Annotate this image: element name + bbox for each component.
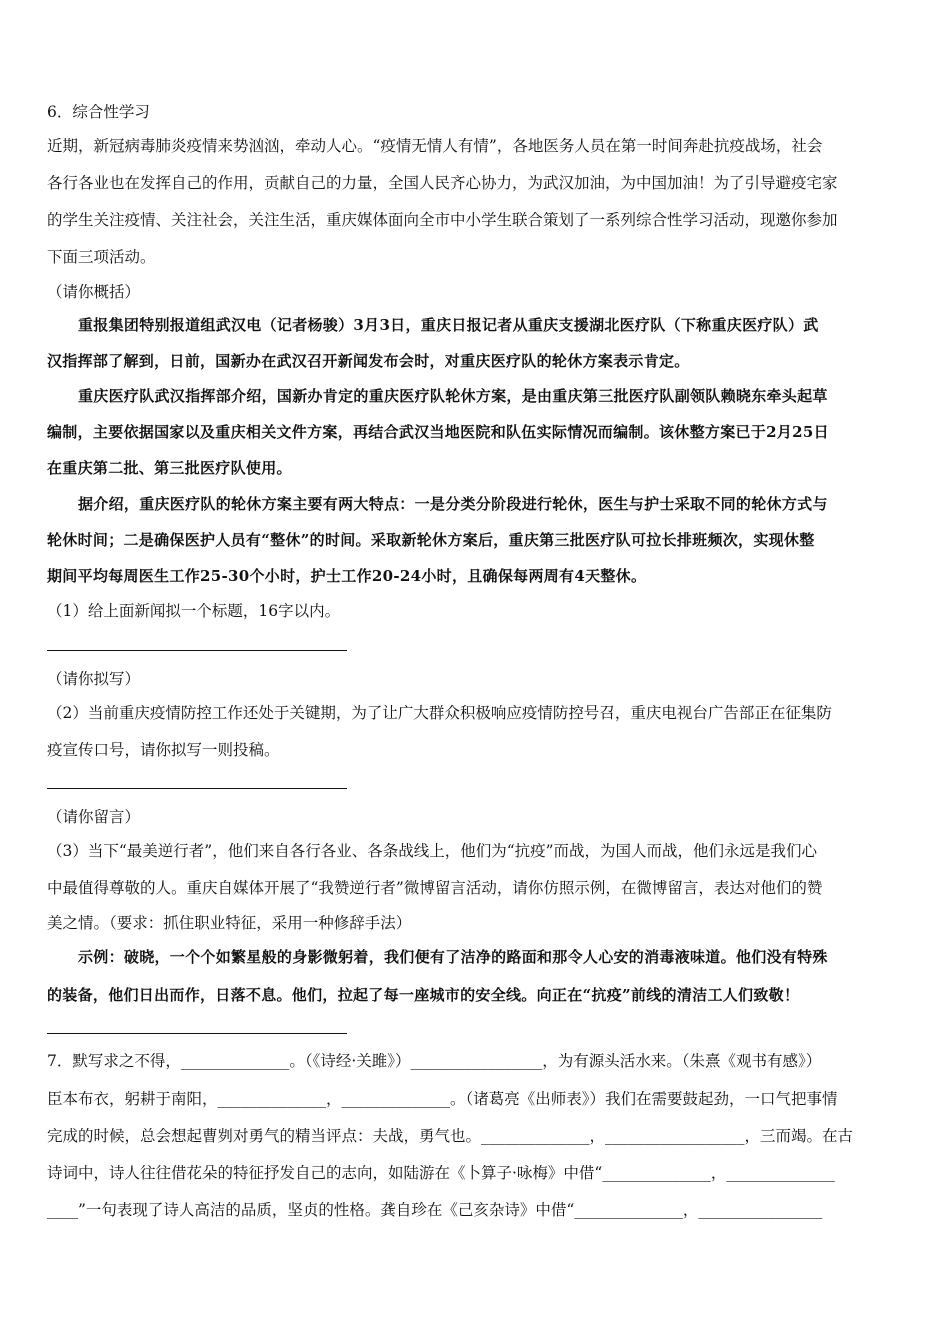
- question-6-1: （1）给上面新闻拟一个标题，16字以内。: [47, 602, 341, 620]
- question-6-3-line-3: 美之情。（要求：抓住职业特征，采用一种修辞手法）: [47, 914, 412, 932]
- answer-blank-3[interactable]: [47, 1033, 347, 1034]
- news-line-3: 重庆医疗队武汉指挥部介绍，国新办肯定的重庆医疗队轮休方案，是由重庆第三批医疗队副领队赖晓东牵头起草: [78, 387, 828, 405]
- question-6-2-line-2: 疫宣传口号，请你拟写一则投稿。: [47, 741, 280, 759]
- question-6-3-line-1: （3）当下“最美逆行者”，他们来自各行各业、各条战线上，他们为“抗疫”而战，为国人而战，他们永远是我们心: [47, 842, 818, 860]
- news-line-1: 重报集团特别报道组武汉电（记者杨骏）3月3日，重庆日报记者从重庆支援湖北医疗队（下称重庆医疗队）武: [78, 316, 819, 334]
- section-summarize-heading: （请你概括）: [47, 283, 141, 301]
- news-line-8: 期间平均每周医生工作25-30个小时，护士工作20-24小时，且确保每两周有4天整休。: [47, 567, 647, 585]
- example-line-2: 的装备，他们日出而作，日落不息。他们，拉起了每一座城市的安全线。向正在“抗疫”前线的清洁工人们致敬！: [47, 986, 800, 1004]
- question-7-line-3: 完成的时候，总会想起曹刿对勇气的精当评点：夫战，勇气也。______________，__________________，三而竭。在古: [47, 1127, 854, 1145]
- answer-blank-1[interactable]: [47, 650, 347, 651]
- question-6-2-line-1: （2）当前重庆疫情防控工作还处于关键期，为了让广大群众积极响应疫情防控号召，重庆电视台广告部正在征集防: [47, 704, 832, 722]
- question-7-line-4: 诗词中，诗人往往借花朵的特征抒发自己的志向，如陆游在《卜算子·咏梅》中借“______________，______________: [47, 1164, 835, 1182]
- section-message-heading: （请你留言）: [47, 808, 141, 826]
- question-7-line-2: 臣本布衣，躬耕于南阳，______________，______________。（诸葛亮《出师表》）我们在需要鼓起劲，一口气把事情: [47, 1090, 838, 1108]
- question-6-title: 6．综合性学习: [47, 103, 150, 121]
- news-line-4: 编制，主要依据国家以及重庆相关文件方案，再结合武汉当地医院和队伍实际情况而编制。该休整方案已于2月25日: [47, 423, 829, 441]
- question-7-line-5: ____”一句表现了诗人高洁的品质，坚贞的性格。龚自珍在《己亥杂诗》中借“______________，________________: [47, 1201, 823, 1219]
- news-line-5: 在重庆第二批、第三批医疗队使用。: [47, 459, 292, 477]
- question-6-3-line-2: 中最值得尊敬的人。重庆自媒体开展了“我赞逆行者”微博留言活动，请你仿照示例，在微博留言，表达对他们的赞: [47, 879, 823, 897]
- answer-blank-2[interactable]: [47, 788, 347, 789]
- news-line-2: 汉指挥部了解到，日前，国新办在武汉召开新闻发布会时，对重庆医疗队的轮休方案表示肯定。: [47, 352, 690, 370]
- intro-line-1: 近期，新冠病毒肺炎疫情来势汹汹，牵动人心。“疫情无情人有情”，各地医务人员在第一时间奔赴抗疫战场，社会: [47, 137, 823, 155]
- intro-line-3: 的学生关注疫情、关注社会，关注生活，重庆媒体面向全市中小学生联合策划了一系列综合性学习活动，现邀你参加: [47, 211, 838, 229]
- section-write-heading: （请你拟写）: [47, 670, 141, 688]
- intro-line-2: 各行各业也在发挥自己的作用，贡献自己的力量，全国人民齐心协力，为武汉加油，为中国加油！为了引导避疫宅家: [47, 174, 838, 192]
- intro-line-4: 下面三项活动。: [47, 248, 156, 266]
- news-line-7: 轮休时间；二是确保医护人员有“整休”的时间。采取新轮休方案后，重庆第三批医疗队可拉长排班频次，实现休整: [47, 531, 815, 549]
- example-line-1: 示例：破晓，一个个如繁星般的身影微躬着，我们便有了洁净的路面和那令人心安的消毒液味道。他们没有特殊: [78, 948, 828, 966]
- news-line-6: 据介绍，重庆医疗队的轮休方案主要有两大特点：一是分类分阶段进行轮休，医生与护士采取不同的轮休方式与: [78, 495, 828, 513]
- question-7-line-1: 7．默写求之不得，______________。（《诗经·关雎》）_________________，为有源头活水来。（朱熹《观书有感》）: [47, 1052, 822, 1070]
